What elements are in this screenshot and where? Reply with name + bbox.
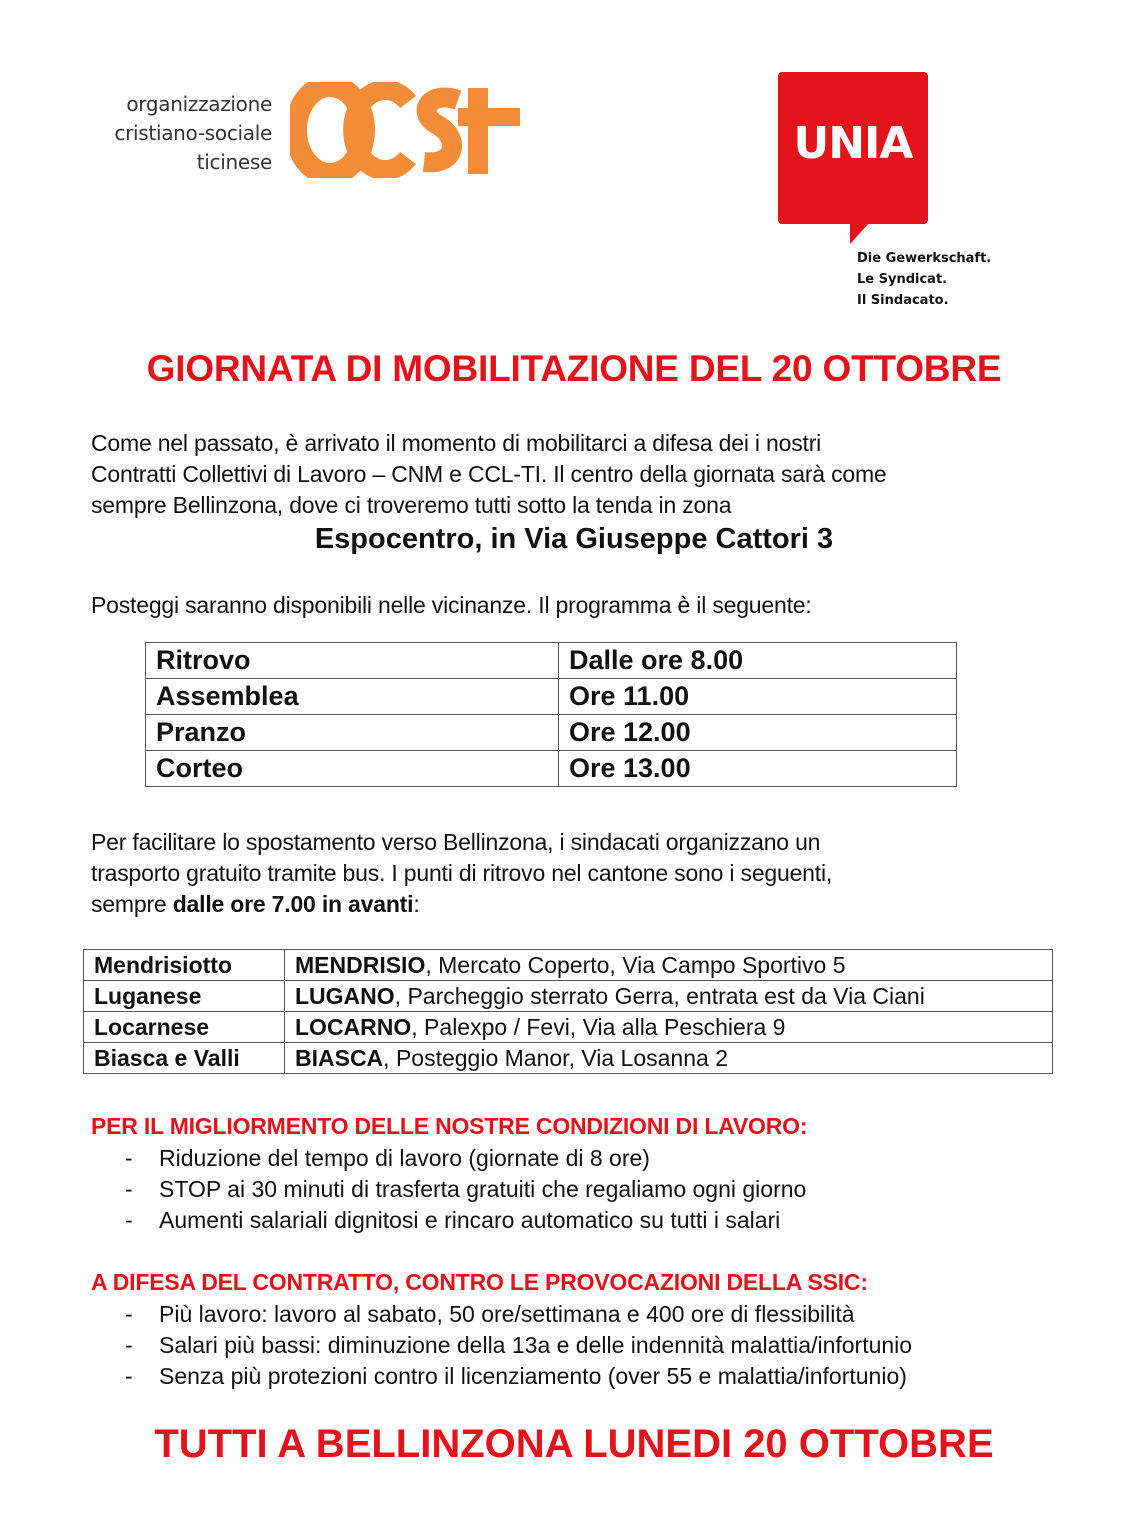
list-item-text: STOP ai 30 minuti di trasferta gratuiti che regaliamo ogni giorno	[159, 1176, 807, 1202]
city: MENDRISIO	[295, 951, 426, 978]
table-row	[84, 981, 1053, 1012]
program-table	[145, 642, 957, 787]
transport-line	[91, 889, 1091, 920]
intro-paragraph	[91, 428, 1091, 521]
list-item-text: Più lavoro: lavoro al sabato, 50 ore/settimana e 400 ore di flessibilità	[159, 1301, 855, 1327]
dash-bullet-icon: -	[125, 1301, 133, 1327]
list-item	[125, 1361, 912, 1392]
city: BIASCA	[295, 1044, 384, 1071]
list-item-text: Senza più protezioni contro il licenziamento (over 55 e malattia/infortunio)	[159, 1363, 907, 1389]
table-row	[84, 950, 1053, 981]
transport-suffix: :	[413, 891, 420, 917]
table-row	[146, 751, 957, 787]
intro-line: Come nel passato, è arrivato il momento di mobilitarci a difesa dei i nostri	[91, 430, 822, 456]
ocst-logo-text	[112, 90, 272, 177]
transport-time: dalle ore 7.00 in avanti	[172, 891, 414, 917]
transport-line: trasporto gratuito tramite bus. I punti di ritrovo nel cantone sono i seguenti,	[91, 860, 833, 886]
table-row	[84, 1043, 1053, 1074]
unia-tagline	[857, 248, 991, 311]
meeting-point	[285, 1012, 1053, 1043]
conditions-list	[125, 1143, 806, 1236]
program-time: Ore 11.00	[559, 679, 957, 715]
dash-bullet-icon: -	[125, 1332, 133, 1358]
list-item-text: Aumenti salariali dignitosi e rincaro automatico su tutti i salari	[159, 1207, 781, 1233]
list-item-text: Riduzione del tempo di lavoro (giornate di 8 ore)	[159, 1145, 650, 1171]
region: Luganese	[84, 981, 285, 1012]
table-row	[146, 715, 957, 751]
list-item	[125, 1330, 912, 1361]
region: Locarnese	[84, 1012, 285, 1043]
program-event: Pranzo	[146, 715, 559, 751]
section-heading-conditions: PER IL MIGLIORMENTO DELLE NOSTRE CONDIZIONI DI LAVORO:	[91, 1113, 808, 1139]
ocst-text-line: cristiano-sociale	[114, 121, 272, 145]
program-event: Ritrovo	[146, 643, 559, 679]
dash-bullet-icon: -	[125, 1145, 133, 1171]
list-item	[125, 1205, 806, 1236]
region: Mendrisiotto	[84, 950, 285, 981]
contract-list	[125, 1299, 912, 1392]
city: LUGANO	[295, 982, 395, 1009]
closing-slogan: TUTTI A BELLINZONA LUNEDI 20 OTTOBRE	[154, 1422, 994, 1466]
table-row	[146, 643, 957, 679]
table-row	[84, 1012, 1053, 1043]
list-item-text: Salari più bassi: diminuzione della 13a e delle indennità malattia/infortunio	[159, 1332, 913, 1358]
program-event: Assemblea	[146, 679, 559, 715]
tagline-fr: Le Syndicat.	[857, 272, 948, 287]
program-intro: Posteggi saranno disponibili nelle vicinanze. Il programma è il seguente:	[91, 592, 812, 618]
page-title: GIORNATA DI MOBILITAZIONE DEL 20 OTTOBRE	[146, 348, 1002, 389]
place: , Palexpo / Fevi, Via alla Peschiera 9	[411, 1013, 786, 1040]
meeting-points-table	[83, 949, 1053, 1074]
tagline-it: Il Sindacato.	[857, 293, 949, 308]
transport-line: Per facilitare lo spostamento verso Bellinzona, i sindacati organizzano un	[91, 829, 821, 855]
tagline-de: Die Gewerkschaft.	[857, 251, 992, 266]
list-item	[125, 1174, 806, 1205]
program-event: Corteo	[146, 751, 559, 787]
program-time: Dalle ore 8.00	[559, 643, 957, 679]
unia-speech-tail	[850, 222, 870, 244]
place: , Parcheggio sterrato Gerra, entrata est da Via Ciani	[394, 982, 925, 1009]
list-item	[125, 1299, 912, 1330]
transport-prefix: sempre	[91, 891, 173, 917]
ocst-logo-icon	[290, 82, 522, 178]
table-row	[146, 679, 957, 715]
intro-line: Contratti Collettivi di Lavoro – CNM e CCL-TI. Il centro della giornata sarà come	[91, 461, 887, 487]
list-item	[125, 1143, 806, 1174]
ocst-text-line: organizzazione	[126, 92, 272, 116]
city: LOCARNO	[295, 1013, 412, 1040]
place: , Mercato Coperto, Via Campo Sportivo 5	[425, 951, 846, 978]
intro-line: sempre Bellinzona, dove ci troveremo tutti sotto la tenda in zona	[91, 492, 732, 518]
transport-paragraph	[91, 827, 1091, 920]
unia-wordmark: UNIA	[793, 118, 913, 169]
event-location: Espocentro, in Via Giuseppe Cattori 3	[314, 523, 834, 555]
meeting-point	[285, 950, 1053, 981]
meeting-point	[285, 981, 1053, 1012]
program-time: Ore 12.00	[559, 715, 957, 751]
region: Biasca e Valli	[84, 1043, 285, 1074]
dash-bullet-icon: -	[125, 1207, 133, 1233]
ocst-text-line: ticinese	[196, 150, 272, 174]
program-time: Ore 13.00	[559, 751, 957, 787]
meeting-point	[285, 1043, 1053, 1074]
section-heading-contract: A DIFESA DEL CONTRATTO, CONTRO LE PROVOCAZIONI DELLA SSIC:	[91, 1269, 868, 1295]
dash-bullet-icon: -	[125, 1363, 133, 1389]
dash-bullet-icon: -	[125, 1176, 133, 1202]
place: , Posteggio Manor, Via Losanna 2	[383, 1044, 728, 1071]
